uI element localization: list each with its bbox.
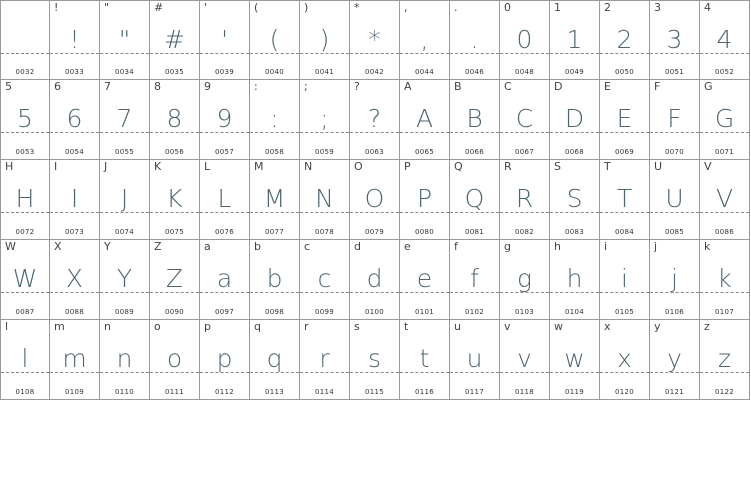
glyph-codepoint: 0087: [15, 308, 35, 316]
glyph-char-label: 1: [554, 1, 561, 14]
glyph-codepoint: 0053: [15, 148, 35, 156]
glyph-char-label: *: [354, 1, 360, 14]
glyph-sample: #: [164, 25, 185, 54]
glyph-cell-0078: [300, 160, 350, 240]
glyph-char-label: N: [304, 160, 313, 173]
glyph-cell-0050: [600, 0, 650, 80]
glyph-codepoint: 0044: [414, 68, 434, 76]
glyph-codepoint: 0107: [714, 308, 734, 316]
glyph-char-label: G: [704, 80, 713, 93]
glyph-sample: v: [517, 344, 532, 373]
glyph-cell-0086: [700, 160, 750, 240]
glyph-cell-0106: [650, 240, 700, 320]
glyph-sample: F: [667, 104, 682, 133]
glyph-sample: ;: [320, 104, 329, 133]
glyph-sample: a: [216, 264, 233, 293]
glyph-char-label: c: [304, 240, 311, 253]
glyph-sample: K: [166, 184, 183, 213]
glyph-char-label: W: [5, 240, 16, 253]
glyph-codepoint: 0075: [164, 228, 184, 236]
glyph-codepoint: 0070: [664, 148, 684, 156]
glyph-codepoint: 0050: [614, 68, 634, 76]
glyph-codepoint: 0056: [164, 148, 184, 156]
glyph-sample: O: [364, 184, 385, 213]
glyph-char-label: t: [404, 320, 409, 333]
glyph-cell-0107: [700, 240, 750, 320]
glyph-char-label: F: [654, 80, 661, 93]
glyph-sample: h: [566, 264, 583, 293]
glyph-sample: :: [270, 104, 279, 133]
glyph-codepoint: 0055: [114, 148, 134, 156]
glyph-sample: 7: [116, 104, 133, 133]
glyph-char-label: 7: [104, 80, 111, 93]
glyph-char-label: (: [254, 1, 259, 14]
glyph-char-label: k: [704, 240, 711, 253]
glyph-sample: z: [717, 344, 732, 373]
glyph-char-label: h: [554, 240, 561, 253]
glyph-sample: ): [319, 25, 330, 54]
glyph-codepoint: 0080: [414, 228, 434, 236]
glyph-cell-0101: [400, 240, 450, 320]
glyph-codepoint: 0071: [714, 148, 734, 156]
glyph-cell-0074: [100, 160, 150, 240]
glyph-codepoint: 0040: [264, 68, 284, 76]
glyph-codepoint: 0052: [714, 68, 734, 76]
glyph-cell-0103: [500, 240, 550, 320]
glyph-cell-0114: [300, 320, 350, 400]
glyph-sample: j: [671, 264, 678, 293]
glyph-codepoint: 0113: [264, 388, 284, 396]
glyph-char-label: L: [204, 160, 211, 173]
glyph-char-label: x: [604, 320, 611, 333]
glyph-cell-0098: [250, 240, 300, 320]
glyph-codepoint: 0063: [364, 148, 384, 156]
glyph-codepoint: 0122: [714, 388, 734, 396]
glyph-codepoint: 0089: [114, 308, 134, 316]
glyph-codepoint: 0081: [464, 228, 484, 236]
glyph-cell-0100: [350, 240, 400, 320]
glyph-char-label: m: [54, 320, 65, 333]
glyph-cell-0111: [150, 320, 200, 400]
glyph-codepoint: 0090: [164, 308, 184, 316]
glyph-codepoint: 0049: [564, 68, 584, 76]
glyph-codepoint: 0057: [214, 148, 234, 156]
glyph-char-label: X: [54, 240, 62, 253]
glyph-char-label: K: [154, 160, 162, 173]
glyph-codepoint: 0106: [664, 308, 684, 316]
glyph-codepoint: 0058: [264, 148, 284, 156]
glyph-codepoint: 0108: [15, 388, 35, 396]
glyph-codepoint: 0034: [114, 68, 134, 76]
glyph-sample: E: [616, 104, 633, 133]
glyph-char-label: b: [254, 240, 261, 253]
glyph-sample: H: [15, 184, 35, 213]
glyph-cell-0046: [450, 0, 500, 80]
glyph-cell-0108: [0, 320, 50, 400]
glyph-sample: N: [315, 184, 334, 213]
glyph-codepoint: 0069: [614, 148, 634, 156]
glyph-char-label: q: [254, 320, 261, 333]
glyph-char-label: p: [204, 320, 211, 333]
glyph-sample: (: [269, 25, 280, 54]
glyph-cell-0083: [550, 160, 600, 240]
glyph-sample: s: [367, 344, 382, 373]
glyph-char-label: T: [604, 160, 611, 173]
glyph-char-label: s: [354, 320, 360, 333]
glyph-cell-0033: [50, 0, 100, 80]
glyph-char-label: I: [54, 160, 58, 173]
glyph-char-label: H: [5, 160, 14, 173]
glyph-cell-0109: [50, 320, 100, 400]
glyph-char-label: g: [504, 240, 511, 253]
glyph-sample: 3: [666, 25, 683, 54]
glyph-cell-0071: [700, 80, 750, 160]
glyph-cell-0105: [600, 240, 650, 320]
glyph-cell-0048: [500, 0, 550, 80]
glyph-codepoint: 0097: [214, 308, 234, 316]
glyph-cell-0087: [0, 240, 50, 320]
glyph-codepoint: 0042: [364, 68, 384, 76]
glyph-cell-0057: [200, 80, 250, 160]
glyph-char-label: ": [104, 1, 110, 14]
glyph-char-label: 3: [654, 1, 661, 14]
glyph-sample: U: [665, 184, 684, 213]
glyph-cell-0073: [50, 160, 100, 240]
glyph-char-label: ;: [304, 80, 308, 93]
glyph-sample: n: [116, 344, 133, 373]
glyph-char-label: i: [604, 240, 608, 253]
glyph-sample: e: [416, 264, 433, 293]
glyph-cell-0069: [600, 80, 650, 160]
glyph-codepoint: 0077: [264, 228, 284, 236]
glyph-char-label: Q: [454, 160, 463, 173]
glyph-codepoint: 0102: [464, 308, 484, 316]
glyph-char-label: 6: [54, 80, 61, 93]
glyph-sample: M: [263, 184, 286, 213]
glyph-sample: V: [715, 184, 734, 213]
glyph-char-label: :: [254, 80, 258, 93]
glyph-cell-0116: [400, 320, 450, 400]
glyph-char-label: P: [404, 160, 411, 173]
glyph-sample: y: [667, 344, 682, 373]
glyph-cell-0054: [50, 80, 100, 160]
glyph-sample: o: [166, 344, 183, 373]
glyph-cell-0034: [100, 0, 150, 80]
glyph-char-label: S: [554, 160, 561, 173]
glyph-cell-0041: [300, 0, 350, 80]
glyph-char-label: ): [304, 1, 309, 14]
glyph-char-label: w: [554, 320, 563, 333]
glyph-sample: r: [319, 344, 330, 373]
glyph-sample: ': [221, 25, 228, 54]
glyph-codepoint: 0068: [564, 148, 584, 156]
glyph-sample: 4: [716, 25, 733, 54]
glyph-cell-0052: [700, 0, 750, 80]
glyph-char-label: Y: [104, 240, 111, 253]
glyph-codepoint: 0048: [514, 68, 534, 76]
glyph-sample: C: [515, 104, 534, 133]
glyph-cell-0081: [450, 160, 500, 240]
glyph-sample: i: [621, 264, 628, 293]
glyph-cell-0119: [550, 320, 600, 400]
glyph-sample: X: [65, 264, 84, 293]
glyph-sample: A: [415, 104, 434, 133]
glyph-char-label: j: [654, 240, 658, 253]
glyph-codepoint: 0039: [214, 68, 234, 76]
glyph-codepoint: 0119: [564, 388, 584, 396]
glyph-cell-0056: [150, 80, 200, 160]
glyph-char-label: l: [5, 320, 9, 333]
glyph-char-label: 9: [204, 80, 211, 93]
glyph-codepoint: 0066: [464, 148, 484, 156]
glyph-sample: !: [69, 25, 80, 54]
glyph-cell-0079: [350, 160, 400, 240]
glyph-char-label: d: [354, 240, 361, 253]
glyph-sample: ": [118, 25, 131, 54]
glyph-char-label: r: [304, 320, 309, 333]
glyph-codepoint: 0033: [64, 68, 84, 76]
glyph-cell-0088: [50, 240, 100, 320]
glyph-codepoint: 0059: [314, 148, 334, 156]
glyph-char-label: #: [154, 1, 164, 14]
glyph-sample: u: [466, 344, 483, 373]
glyph-sample: 8: [166, 104, 183, 133]
glyph-cell-0072: [0, 160, 50, 240]
glyph-codepoint: 0103: [514, 308, 534, 316]
glyph-char-label: J: [104, 160, 108, 173]
glyph-cell-0053: [0, 80, 50, 160]
glyph-sample: .: [470, 25, 479, 54]
glyph-codepoint: 0121: [664, 388, 684, 396]
glyph-sample: g: [516, 264, 532, 293]
glyph-cell-0058: [250, 80, 300, 160]
glyph-codepoint: 0078: [314, 228, 334, 236]
glyph-sample: I: [70, 184, 79, 213]
glyph-sample: ,: [420, 25, 429, 54]
glyph-char-label: o: [154, 320, 161, 333]
glyph-codepoint: 0083: [564, 228, 584, 236]
glyph-codepoint: 0115: [364, 388, 384, 396]
glyph-codepoint: 0101: [414, 308, 434, 316]
glyph-cell-0085: [650, 160, 700, 240]
glyph-codepoint: 0112: [214, 388, 234, 396]
glyph-sample: t: [419, 344, 430, 373]
glyph-char-label: ?: [354, 80, 360, 93]
glyph-cell-0042: [350, 0, 400, 80]
glyph-cell-0068: [550, 80, 600, 160]
glyph-codepoint: 0054: [64, 148, 84, 156]
glyph-sample: l: [21, 344, 29, 373]
glyph-codepoint: 0032: [15, 68, 35, 76]
glyph-cell-0067: [500, 80, 550, 160]
glyph-sample: [1, 23, 49, 57]
glyph-codepoint: 0079: [364, 228, 384, 236]
glyph-codepoint: 0111: [164, 388, 184, 396]
glyph-sample: J: [120, 184, 129, 213]
glyph-codepoint: 0051: [664, 68, 684, 76]
glyph-char-label: 0: [504, 1, 511, 14]
glyph-char-label: E: [604, 80, 611, 93]
glyph-sample: q: [266, 344, 283, 373]
glyph-cell-0099: [300, 240, 350, 320]
glyph-codepoint: 0109: [64, 388, 84, 396]
glyph-cell-0122: [700, 320, 750, 400]
glyph-char-label: M: [254, 160, 264, 173]
glyph-char-label: C: [504, 80, 512, 93]
glyph-cell-0097: [200, 240, 250, 320]
glyph-sample: 6: [66, 104, 83, 133]
glyph-cell-0055: [100, 80, 150, 160]
glyph-sample: x: [617, 344, 632, 373]
glyph-sample: B: [466, 104, 483, 133]
glyph-sample: m: [62, 344, 87, 373]
glyph-cell-0090: [150, 240, 200, 320]
glyph-cell-0118: [500, 320, 550, 400]
glyph-char-label: ': [204, 1, 208, 14]
glyph-codepoint: 0120: [614, 388, 634, 396]
glyph-char-label: B: [454, 80, 462, 93]
glyph-sample: Q: [464, 184, 485, 213]
glyph-char-label: 2: [604, 1, 611, 14]
glyph-cell-0077: [250, 160, 300, 240]
glyph-cell-0120: [600, 320, 650, 400]
glyph-cell-0113: [250, 320, 300, 400]
glyph-sample: L: [217, 184, 232, 213]
glyph-codepoint: 0072: [15, 228, 35, 236]
glyph-char-label: e: [404, 240, 411, 253]
glyph-codepoint: 0082: [514, 228, 534, 236]
glyph-sample: k: [717, 264, 732, 293]
glyph-sample: 1: [566, 25, 583, 54]
glyph-cell-0059: [300, 80, 350, 160]
glyph-codepoint: 0117: [464, 388, 484, 396]
glyph-cell-0110: [100, 320, 150, 400]
glyph-char-label: z: [704, 320, 710, 333]
glyph-char-label: .: [454, 1, 458, 14]
glyph-codepoint: 0088: [64, 308, 84, 316]
glyph-cell-0089: [100, 240, 150, 320]
glyph-char-label: !: [54, 1, 59, 14]
glyph-sample: Y: [116, 264, 133, 293]
glyph-char-label: 8: [154, 80, 161, 93]
glyph-cell-0117: [450, 320, 500, 400]
glyph-codepoint: 0116: [414, 388, 434, 396]
glyph-cell-0084: [600, 160, 650, 240]
glyph-cell-0104: [550, 240, 600, 320]
glyph-cell-0070: [650, 80, 700, 160]
glyph-sample: W: [12, 264, 38, 293]
glyph-cell-0112: [200, 320, 250, 400]
glyph-codepoint: 0114: [314, 388, 334, 396]
glyph-codepoint: 0041: [314, 68, 334, 76]
glyph-codepoint: 0065: [414, 148, 434, 156]
glyph-char-label: y: [654, 320, 661, 333]
glyph-cell-0065: [400, 80, 450, 160]
glyph-sample: ?: [367, 104, 382, 133]
glyph-cell-0115: [350, 320, 400, 400]
glyph-cell-0049: [550, 0, 600, 80]
glyph-cell-0063: [350, 80, 400, 160]
glyph-cell-0076: [200, 160, 250, 240]
glyph-sample: d: [366, 264, 383, 293]
glyph-codepoint: 0046: [464, 68, 484, 76]
glyph-cell-0102: [450, 240, 500, 320]
glyph-cell-0066: [450, 80, 500, 160]
glyph-cell-0044: [400, 0, 450, 80]
glyph-sample: 0: [516, 25, 533, 54]
glyph-sample: f: [470, 264, 479, 293]
glyph-char-label: A: [404, 80, 412, 93]
glyph-codepoint: 0098: [264, 308, 284, 316]
glyph-sample: R: [515, 184, 534, 213]
glyph-sample: P: [416, 184, 433, 213]
glyph-char-label: u: [454, 320, 461, 333]
glyph-codepoint: 0074: [114, 228, 134, 236]
glyph-codepoint: 0076: [214, 228, 234, 236]
glyph-sample: S: [566, 184, 583, 213]
glyph-cell-0080: [400, 160, 450, 240]
glyph-sample: G: [714, 104, 735, 133]
glyph-cell-0032: [0, 0, 50, 80]
glyph-char-label: a: [204, 240, 211, 253]
glyph-sample: T: [616, 184, 633, 213]
glyph-sample: 2: [616, 25, 633, 54]
glyph-sample: D: [564, 104, 585, 133]
glyph-char-label: D: [554, 80, 563, 93]
glyph-char-label: V: [704, 160, 712, 173]
glyph-codepoint: 0105: [614, 308, 634, 316]
glyph-char-label: f: [454, 240, 458, 253]
glyph-sample: b: [266, 264, 283, 293]
glyph-char-label: ,: [404, 1, 408, 14]
glyph-char-label: R: [504, 160, 512, 173]
glyph-cell-0121: [650, 320, 700, 400]
glyph-sample: Z: [165, 264, 184, 293]
glyph-char-label: v: [504, 320, 511, 333]
glyph-sample: 5: [17, 104, 33, 133]
glyph-sample: c: [317, 264, 332, 293]
glyph-cell-0082: [500, 160, 550, 240]
glyph-sample: 9: [216, 104, 233, 133]
glyph-cell-0040: [250, 0, 300, 80]
glyph-codepoint: 0084: [614, 228, 634, 236]
glyph-codepoint: 0110: [114, 388, 134, 396]
glyph-char-label: U: [654, 160, 663, 173]
glyph-sample: *: [368, 25, 381, 54]
glyph-codepoint: 0067: [514, 148, 534, 156]
glyph-codepoint: 0035: [164, 68, 184, 76]
glyph-codepoint: 0099: [314, 308, 334, 316]
glyph-char-label: O: [354, 160, 363, 173]
glyph-char-label: Z: [154, 240, 162, 253]
glyph-codepoint: 0118: [514, 388, 534, 396]
glyph-cell-0051: [650, 0, 700, 80]
glyph-codepoint: 0086: [714, 228, 734, 236]
glyph-codepoint: 0104: [564, 308, 584, 316]
glyph-codepoint: 0073: [64, 228, 84, 236]
glyph-cell-0075: [150, 160, 200, 240]
glyph-sample: w: [564, 344, 585, 373]
glyph-codepoint: 0100: [364, 308, 384, 316]
glyph-char-label: n: [104, 320, 111, 333]
glyph-codepoint: 0085: [664, 228, 684, 236]
glyph-cell-0035: [150, 0, 200, 80]
glyph-char-label: 4: [704, 1, 711, 14]
glyph-sample: p: [216, 344, 233, 373]
glyph-cell-0039: [200, 0, 250, 80]
glyph-char-label: 5: [5, 80, 12, 93]
